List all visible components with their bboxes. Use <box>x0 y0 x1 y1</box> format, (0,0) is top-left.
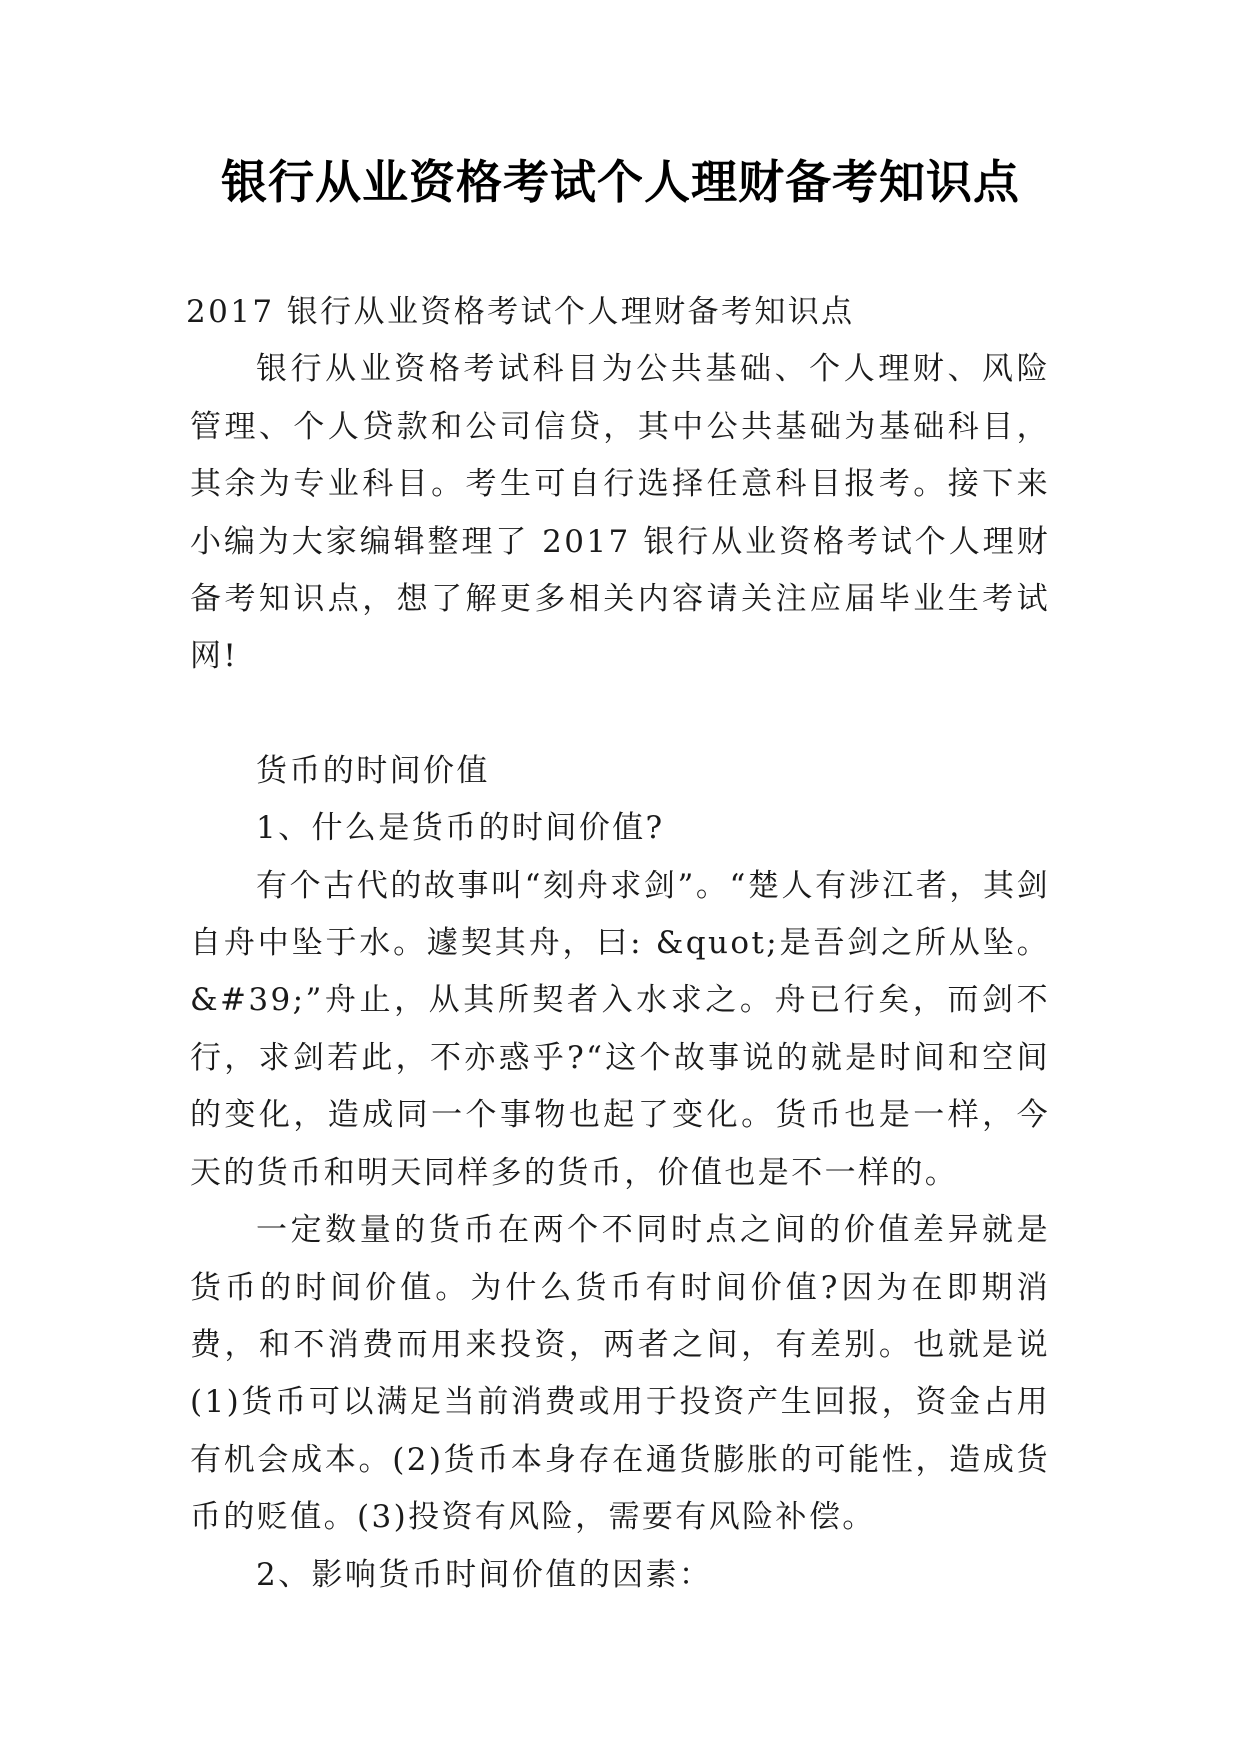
definition-paragraph: 一定数量的货币在两个不同时点之间的价值差异就是货币的时间价值。为什么货币有时间价值?因为在即期消费，和不消费而用来投资，两者之间，有差别。也就是说(1)货币可以满足当前消费或用于投资产生回报，资金占用有机会成本。(2)货币本身存在通货膨胀的可能性，造成货币的贬值。(3)投资有风险，需要有风险补偿。 <box>190 1212 1050 1536</box>
intro-paragraph: 银行从业资格考试科目为公共基础、个人理财、风险管理、个人贷款和公司信贷，其中公共基础为基础科目，其余为专业科目。考生可自行选择任意科目报考。接下来小编为大家编辑整理了 2017 银行从业资格考试个人理财备考知识点，想了解更多相关内容请关注应届毕业生考试网! <box>190 351 1050 675</box>
document-body <box>186 284 1050 1604</box>
document-title: 银行从业资格考试个人理财备考知识点 <box>221 155 1020 209</box>
document-subtitle: 2017 银行从业资格考试个人理财备考知识点 <box>186 294 855 330</box>
question-heading: 1、什么是货币的时间价值? <box>256 810 665 847</box>
story-paragraph: 有个古代的故事叫“刻舟求剑”。“楚人有涉江者，其剑自舟中坠于水。遽契其舟，曰: &quot;是吾剑之所从坠。&#39;”舟止，从其所契者入水求之。舟已行矣，而剑不行，求剑若此，不亦惑乎?“这个故事说的就是时间和空间的变化，造成同一个事物也起了变化。货币也是一样，今天的货币和明天同样多的货币，价值也是不一样的。 <box>190 867 1050 1191</box>
section-heading: 货币的时间价值 <box>256 752 490 789</box>
factors-heading: 2、影响货币时间价值的因素： <box>256 1556 713 1593</box>
